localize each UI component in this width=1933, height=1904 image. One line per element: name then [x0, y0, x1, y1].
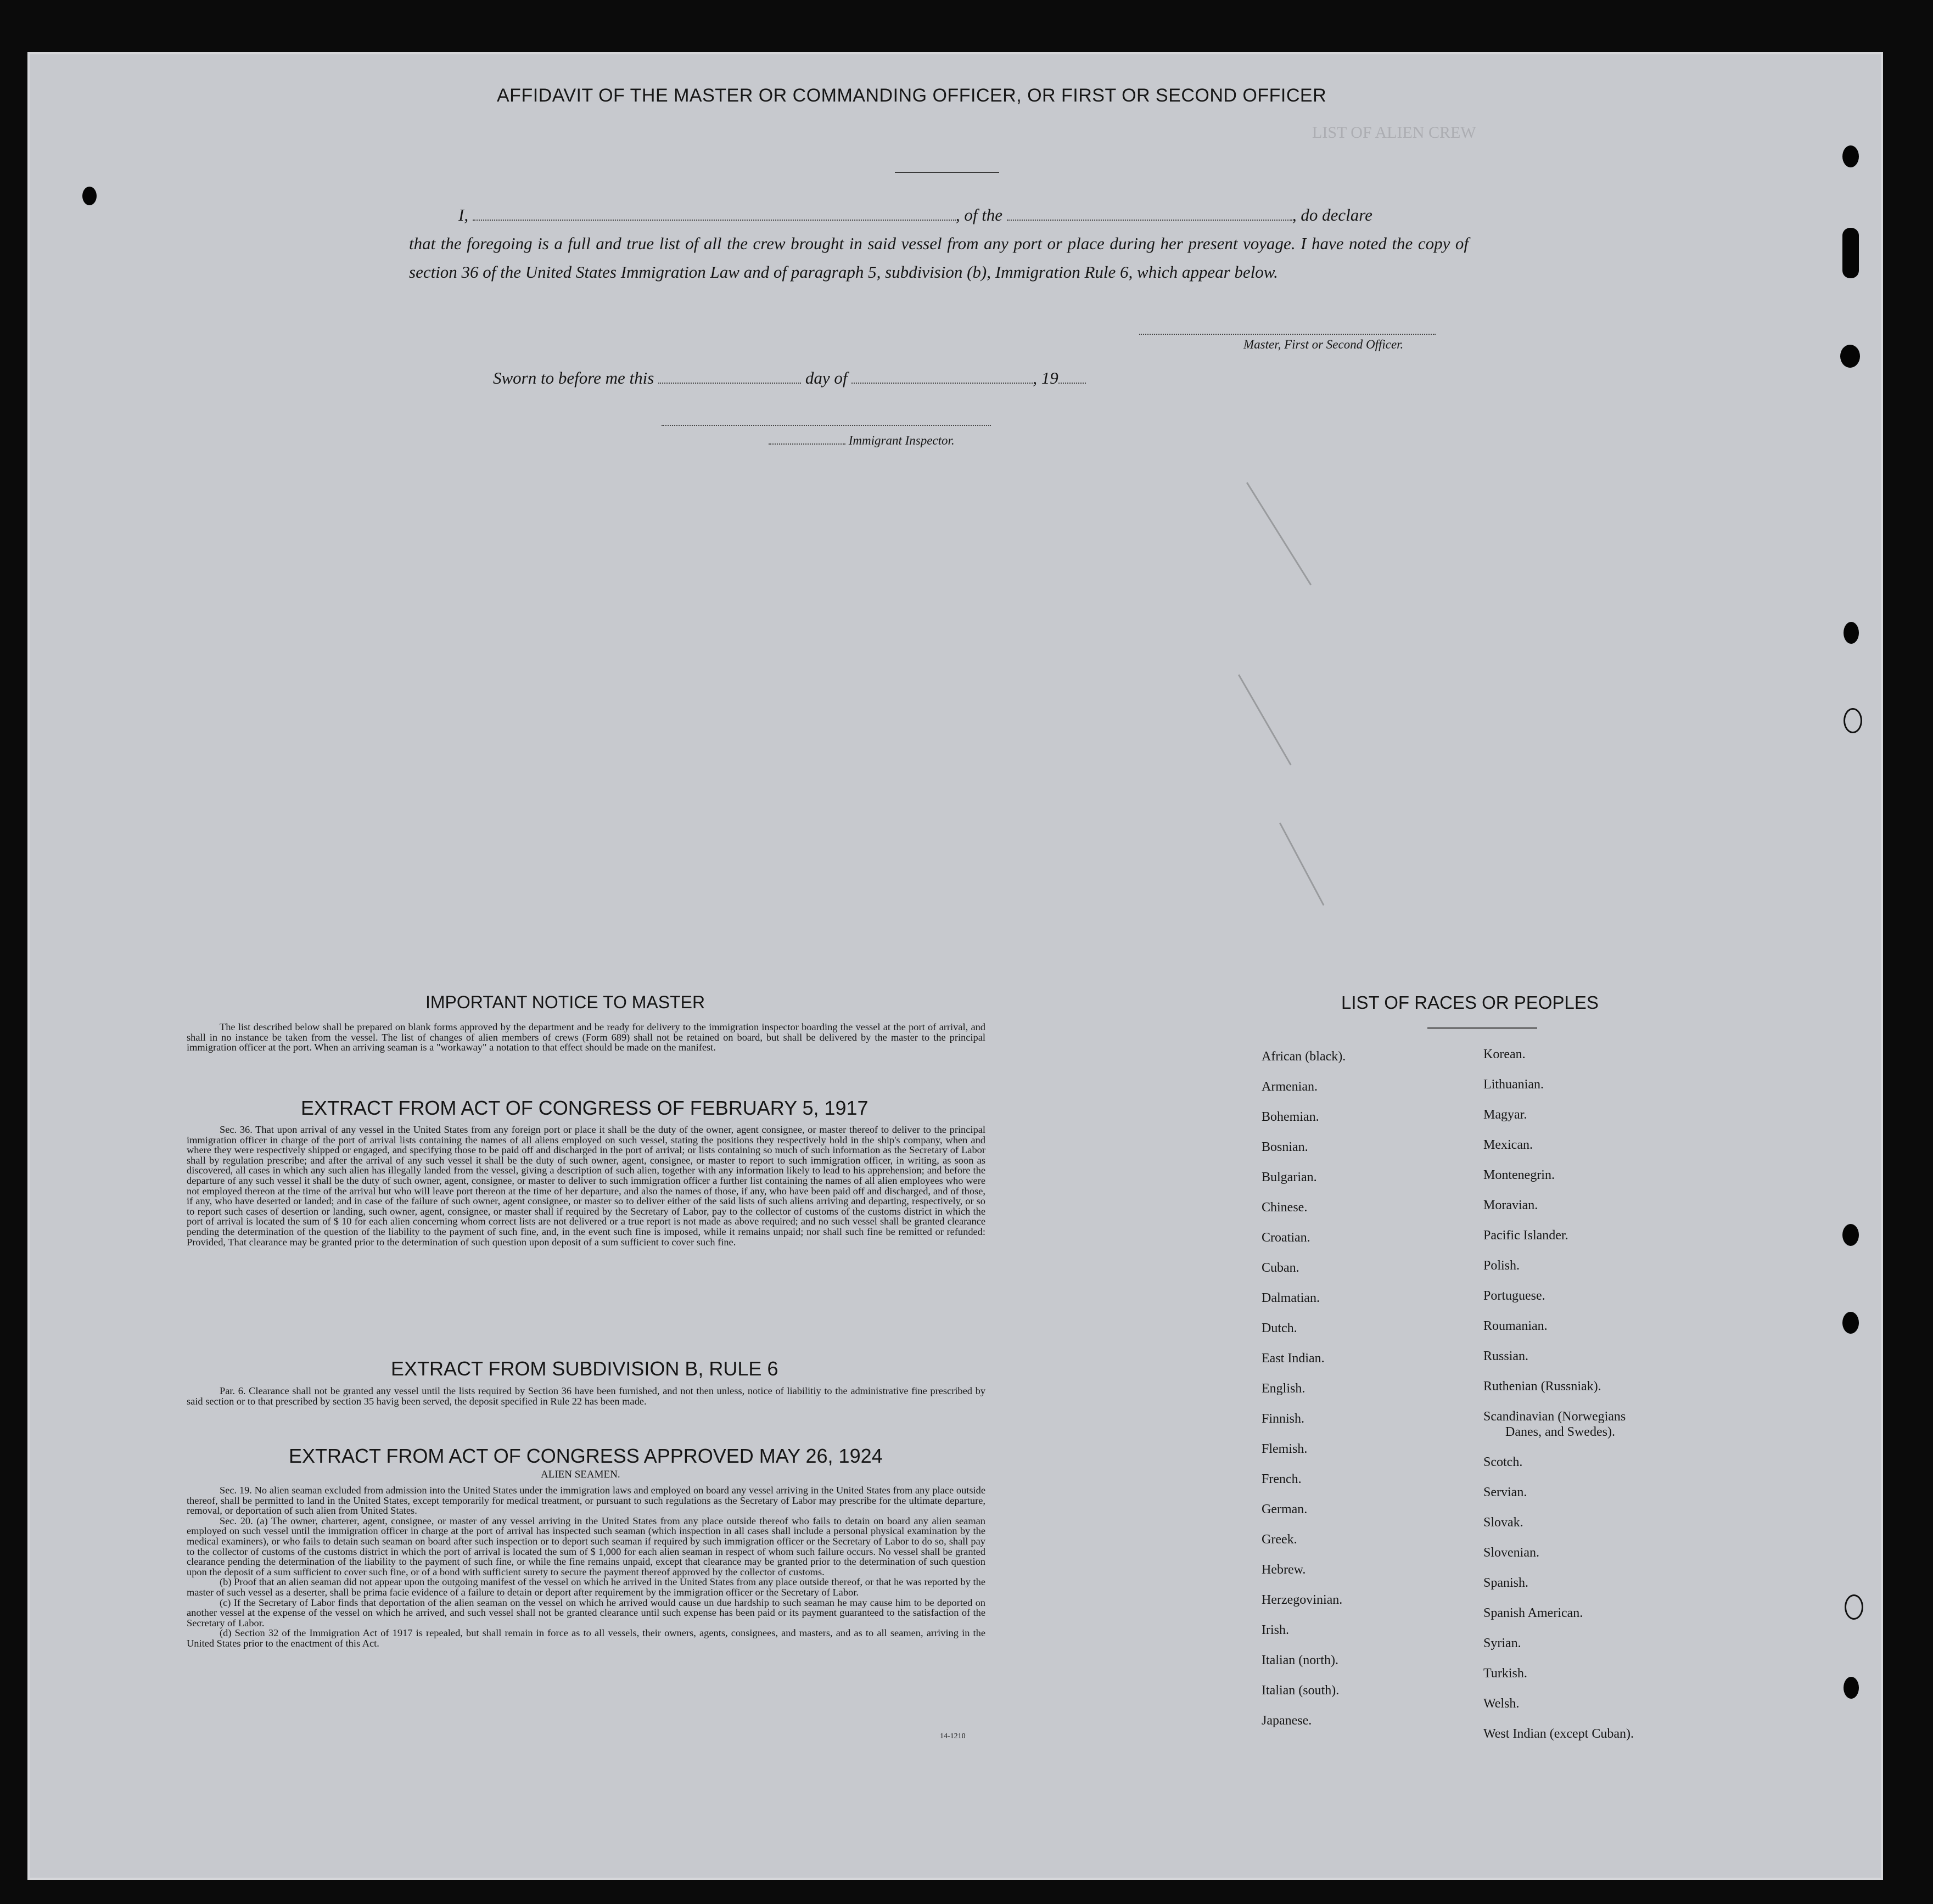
inspector-dots [769, 434, 845, 445]
master-signature-caption: Master, First or Second Officer. [1243, 338, 1404, 351]
notice-text: The list described below shall be prepared on blank forms approved by the department and be ready for delivery to the immigration inspector boarding the vessel at the port of arrival, and shall in no instance be taken from the vessel. The list of changes of alien members of crews (Form 689) shall not be retained on board, but shall be delivered by the master to the principal immigration officer at the port. When an arriving seaman is a "workaway" a notation to that effect should be made on the manifest. [187, 1021, 985, 1053]
section-19-paragraph: Sec. 19. No alien seaman excluded from admission into the United States under the immigration laws and employed on board any vessel arriving in the United States from any place outside thereof, shall be permitted to land in the United States, except temporarily for medical treatment, or pursuant to such regulations as the Secretary of Labor may prescribe for the ultimate departure, removal, or deportation of such alien from United States. [187, 1485, 985, 1517]
race-item: Slovenian. [1483, 1546, 1539, 1560]
race-item: Italian (south). [1262, 1683, 1340, 1698]
race-item: East Indian. [1262, 1351, 1325, 1366]
sworn-month-field[interactable] [851, 370, 1033, 384]
race-item: Cuban. [1262, 1261, 1299, 1275]
race-item: Turkish. [1483, 1666, 1527, 1681]
notice-title: IMPORTANT NOTICE TO MASTER [425, 992, 705, 1012]
race-item: Montenegrin. [1483, 1168, 1555, 1182]
declarant-name-field[interactable] [473, 207, 956, 221]
sworn-line [493, 368, 1086, 388]
punch-hole [1840, 345, 1860, 368]
sworn-day-field[interactable] [658, 370, 801, 384]
race-item: Syrian. [1483, 1636, 1521, 1650]
race-item: French. [1262, 1472, 1302, 1486]
races-title: LIST OF RACES OR PEOPLES [1341, 992, 1599, 1013]
punch-hole [1844, 1677, 1859, 1699]
form-number: 14-1210 [940, 1732, 966, 1740]
extract-rule6-text: Par. 6. Clearance shall not be granted any vessel until the lists required by Section 36 have been furnished, and not then unless, notice of liabilitiy to the administrative fine prescribed by said section or to that prescribed by section 35 havig been served, the deposit specified in Rule 22 has been made. [187, 1385, 985, 1407]
race-item: Japanese. [1262, 1714, 1312, 1728]
bleed-through-heading: LIST OF ALIEN CREW [1312, 123, 1476, 142]
punch-hole [1842, 228, 1859, 278]
punch-hole [1845, 1594, 1863, 1620]
races-right-column [1483, 1047, 1634, 1757]
inspector-signature-caption [769, 434, 955, 448]
race-item: Polish. [1483, 1259, 1520, 1273]
declaration-text: that the foregoing is a full and true list of all the crew brought in said vessel from any port or place during her present voyage. I have noted the copy of section 36 of the United States Immigration Law and of paragraph 5, subdivision (b), Immigration Rule 6, which appear below. [409, 234, 1469, 282]
race-item: African (black). [1262, 1049, 1346, 1064]
race-item: Finnish. [1262, 1412, 1305, 1426]
vessel-prefix: , of the [955, 205, 1003, 224]
race-item: German. [1262, 1502, 1308, 1517]
race-item: Greek. [1262, 1532, 1297, 1547]
race-item: Italian (north). [1262, 1653, 1338, 1667]
race-item: Armenian. [1262, 1080, 1318, 1094]
master-signature-line[interactable] [1139, 334, 1436, 335]
sworn-year-field[interactable] [1058, 370, 1086, 384]
declare-suffix: , do declare [1292, 205, 1372, 224]
section-20d-paragraph: (d) Section 32 of the Immigration Act of 1917 is repealed, but shall remain in force as to all vessels, their owners, agents, consignees, and masters, and as to all seamen, arriving in the United States prior to the enactment of this Act. [187, 1627, 985, 1649]
declaration-line [458, 205, 1372, 225]
declarant-prefix: I, [458, 205, 469, 224]
section-20a-paragraph: Sec. 20. (a) The owner, charterer, agent, consignee, or master of any vessel arriving in the United States from any place outside thereof who fails to detain on board any alien seaman employed on such vessel until the immigration officer in charge at the port of arrival has inspected such seaman (which inspection in all cases shall include a personal physical examination by the medical examiners), or who fails to detain such seaman on board after such inspection or to deport such seaman if required by such immigration officer or the Secretary of Labor to do so, shall pay to the collector of customs of the customs district in which the port of arrival is located the sum of $ 1,000 for each alien seaman in respect of whom such failure occurs. No vessel shall be granted clearance pending the determination of the liability to the payment of such fine, or while the fine remains unpaid, except that clearance may be granted prior to the determination of such question upon the deposit of a sum sufficient to cover such fine, or of a bond with sufficient surety to secure the payment thereof approved by the collector of customs. [187, 1515, 985, 1577]
extract-1924-subtitle: ALIEN SEAMEN. [541, 1469, 620, 1480]
race-item-continued: Danes, and Swedes). [1505, 1425, 1615, 1439]
race-item: Scandinavian (Norwegians [1483, 1409, 1626, 1424]
race-item: Korean. [1483, 1047, 1526, 1061]
punch-hole [1842, 1224, 1859, 1246]
inspector-signature-line[interactable] [662, 425, 991, 426]
extract-1917-text: Sec. 36. That upon arrival of any vessel in the United States from any foreign port or place it shall be the duty of the owner, agent consignee, or master thereof to deliver to the principal immigration officer in charge of the port of arrival lists containing the names of all aliens employed on such vessel, stating the positions they respectively hold in the ship's company, when and where they were respectively shipped or engaged, and specifying those to be paid off and discharged in the port of arrival; or lists containing so much of such information as the Secretary of Labor shall by regulation prescribe; and after the arrival of any such vessel it shall be the duty of such owner, agent, consignee, or master to report to such immigration officer, in writing, as soon as discovered, all cases in which any such alien has illegally landed from the vessel, giving a description of such alien, together with any information likely to lead to his apprehension; and before the departure of any such vessel it shall be the duty of such owner, agent, consignee, or master to deliver to such immigration officer a further list containing the names of all alien employees who were not employed thereon at the time of the arrival but who will leave port thereon at the time of her departure, and also the names of those, if any, who have been paid off and discharged, and of those, if any, who have deserted or landed; and in case of the failure of such owner, agent consignee, or master so to deliver either of the said lists of such aliens arriving and departing, respectively, or so to report such cases of desertion or landing, such owner, agent, consignee, or master shall if required by the Secretary of Labor, pay to the collector of customs of the customs district in which the port of arrival is located the sum of $ 10 for each alien concerning whom correct lists are not delivered or a true report is not made as above required; and no such vessel shall be granted clearance pending the determination of the question of the liability to the payment of such fine, and, in the event such fine is imposed, while it remains unpaid; nor shall such fine be remitted or refunded: Provided, That clearance may be granted prior to the determination of such question upon deposit of a sum sufficient to cover such fine. [187, 1124, 985, 1248]
extract-1924-title: EXTRACT FROM ACT OF CONGRESS APPROVED MAY 26, 1924 [289, 1445, 883, 1467]
race-item: Pacific Islander. [1483, 1228, 1568, 1243]
vessel-name-field[interactable] [1007, 207, 1292, 221]
race-item: Russian. [1483, 1349, 1529, 1363]
section-20b-paragraph: (b) Proof that an alien seaman did not appear upon the outgoing manifest of the vessel on which he arrived in the United States from any place outside thereof, or that he was reported by the master of such vessel as a deserter, shall be prima facie evidence of a failure to detain or deport after requirement by the immigration officer or the Secretary of Labor. [187, 1576, 985, 1598]
punch-hole [1844, 622, 1859, 644]
extract-1924-body [187, 1485, 985, 1649]
race-item: Portuguese. [1483, 1289, 1545, 1303]
race-item: Bosnian. [1262, 1140, 1308, 1154]
punch-hole [82, 187, 97, 205]
race-item: Dutch. [1262, 1321, 1297, 1335]
extract-rule6-title: EXTRACT FROM SUBDIVISION B, RULE 6 [391, 1357, 778, 1380]
race-item: English. [1262, 1381, 1306, 1396]
race-item: Servian. [1483, 1485, 1527, 1499]
section-20c-paragraph: (c) If the Secretary of Labor finds that deportation of the alien seaman on the vessel on which he arrived would cause un due hardship to such seaman he may cause him to be deported on another vessel at the expense of the vessel on which he arrived, and such vessel shall not be granted clearance until such expense has been paid or its payment guaranteed to the satisfaction of the Secretary of Labor. [187, 1597, 985, 1628]
punch-hole [1842, 145, 1859, 167]
race-item: Dalmatian. [1262, 1291, 1320, 1305]
sworn-prefix: Sworn to before me this [493, 368, 654, 387]
punch-hole [1842, 1312, 1859, 1334]
inspector-caption-text: Immigrant Inspector. [848, 434, 955, 447]
race-item: Irish. [1262, 1623, 1289, 1637]
race-item: Moravian. [1483, 1198, 1538, 1212]
race-item: Flemish. [1262, 1442, 1308, 1456]
race-item: Slovak. [1483, 1515, 1523, 1530]
race-item: Hebrew. [1262, 1563, 1306, 1577]
affidavit-title: AFFIDAVIT OF THE MASTER OR COMMANDING OFFICER, OR FIRST OR SECOND OFFICER [497, 85, 1327, 106]
race-item: Scotch. [1483, 1455, 1523, 1469]
race-item: Croatian. [1262, 1231, 1310, 1245]
race-item: Lithuanian. [1483, 1077, 1544, 1092]
races-title-underline [1427, 1027, 1537, 1029]
title-underline [895, 172, 999, 173]
races-left-column [1262, 1049, 1346, 1744]
race-item: West Indian (except Cuban). [1483, 1727, 1634, 1741]
race-item: Chinese. [1262, 1200, 1308, 1215]
race-item: Mexican. [1483, 1138, 1533, 1152]
race-item: Roumanian. [1483, 1319, 1548, 1333]
extract-1917-title: EXTRACT FROM ACT OF CONGRESS OF FEBRUARY 5, 1917 [301, 1097, 869, 1119]
sworn-year-prefix: , 19 [1033, 368, 1058, 387]
race-item: Spanish American. [1483, 1606, 1583, 1620]
race-item: Magyar. [1483, 1108, 1527, 1122]
sworn-day-of: day of [805, 368, 848, 387]
race-item: Ruthenian (Russniak). [1483, 1379, 1601, 1394]
race-item: Spanish. [1483, 1576, 1529, 1590]
race-item: Herzegovinian. [1262, 1593, 1343, 1607]
race-item: Welsh. [1483, 1697, 1520, 1711]
punch-hole [1844, 708, 1862, 733]
race-item: Bulgarian. [1262, 1170, 1317, 1184]
race-item: Bohemian. [1262, 1110, 1319, 1124]
